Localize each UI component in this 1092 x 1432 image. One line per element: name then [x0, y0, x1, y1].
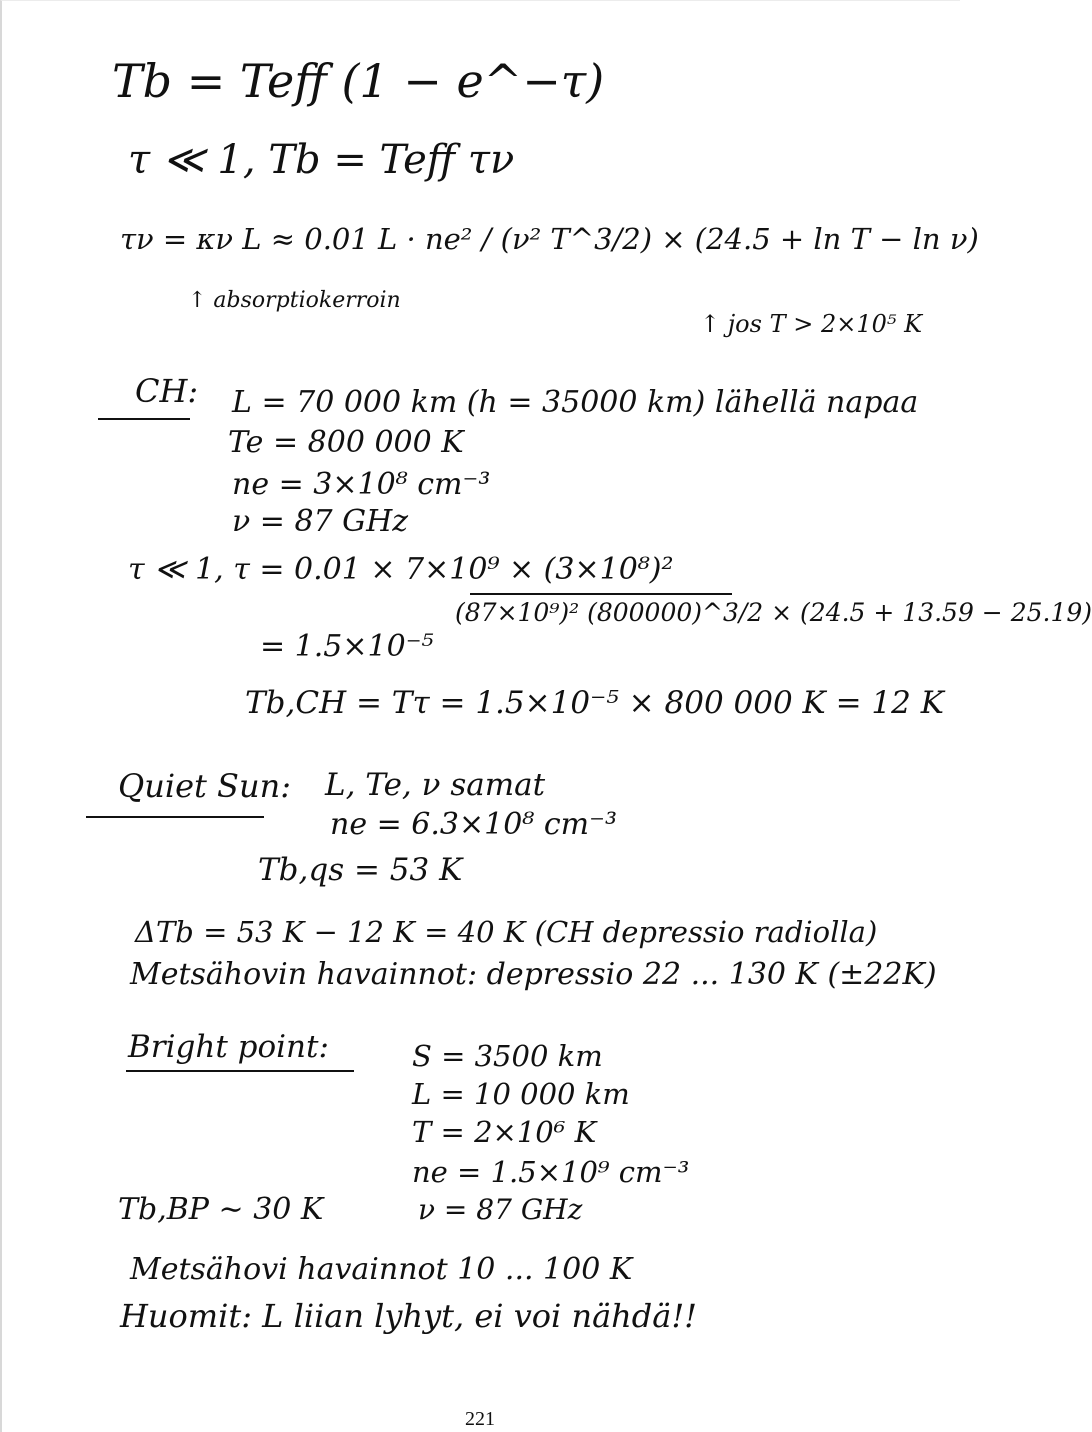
tau-formula: τν = κν L ≈ 0.01 L · ne² / (ν² T^3/2) × (24.5 + ln T − ln ν)	[120, 222, 979, 256]
quiet-sun-same-params: L, Te, ν samat	[325, 767, 546, 803]
delta-brightness-temperature: ΔTb = 53 K − 12 K = 40 K (CH depressio radiolla)	[135, 915, 878, 949]
ch-tau-result: = 1.5×10⁻⁵	[260, 629, 434, 664]
tau-note-condition: ↑ jos T > 2×10⁵ K	[700, 310, 923, 338]
page-number: 221	[465, 1408, 495, 1430]
ch-tau-fraction-bar	[470, 593, 732, 595]
quiet-sun-underline	[86, 816, 264, 818]
bright-point-label: Bright point:	[128, 1029, 329, 1065]
bright-point-frequency: ν = 87 GHz	[418, 1193, 583, 1226]
ch-temperature-line: Te = 800 000 K	[228, 425, 464, 460]
bright-point-density: ne = 1.5×10⁹ cm⁻³	[412, 1155, 690, 1189]
bright-point-length: L = 10 000 km	[412, 1077, 630, 1111]
ch-frequency-line: ν = 87 GHz	[232, 504, 409, 539]
tb-formula: Tb = Teff (1 − e^−τ)	[112, 54, 605, 108]
remark-line: Huomit: L liian lyhyt, ei voi nähdä!!	[120, 1297, 698, 1335]
ch-label: CH:	[135, 372, 199, 410]
ch-length-line: L = 70 000 km (h = 35000 km) lähellä napaa	[232, 385, 919, 420]
quiet-sun-label: Quiet Sun:	[118, 767, 291, 805]
bright-point-underline	[126, 1070, 354, 1072]
bright-point-brightness-temperature: Tb,BP ∼ 30 K	[118, 1192, 324, 1227]
ch-underline	[98, 418, 190, 420]
ch-tau-numerator: τ ≪ 1, τ = 0.01 × 7×10⁹ × (3×10⁸)²	[128, 552, 674, 587]
thin-limit-line: τ ≪ 1, Tb = Teff τν	[128, 137, 515, 183]
ch-tau-denominator: (87×10⁹)² (800000)^3/2 × (24.5 + 13.59 − 25.19)	[455, 598, 1092, 627]
metsahovi-observations: Metsähovin havainnot: depressio 22 ... 130 K (±22K)	[130, 957, 937, 992]
metsahovi-bp-observations: Metsähovi havainnot 10 ... 100 K	[130, 1252, 633, 1287]
tau-note-absorption: ↑ absorptiokerroin	[188, 288, 401, 313]
quiet-sun-density: ne = 6.3×10⁸ cm⁻³	[330, 807, 617, 842]
quiet-sun-brightness-temperature: Tb,qs = 53 K	[258, 852, 463, 888]
ch-density-line: ne = 3×10⁸ cm⁻³	[232, 467, 491, 502]
bright-point-temperature: T = 2×10⁶ K	[412, 1115, 597, 1149]
bright-point-size: S = 3500 km	[412, 1039, 603, 1073]
ch-brightness-temperature: Tb,CH = Tτ = 1.5×10⁻⁵ × 800 000 K = 12 K	[245, 685, 944, 721]
